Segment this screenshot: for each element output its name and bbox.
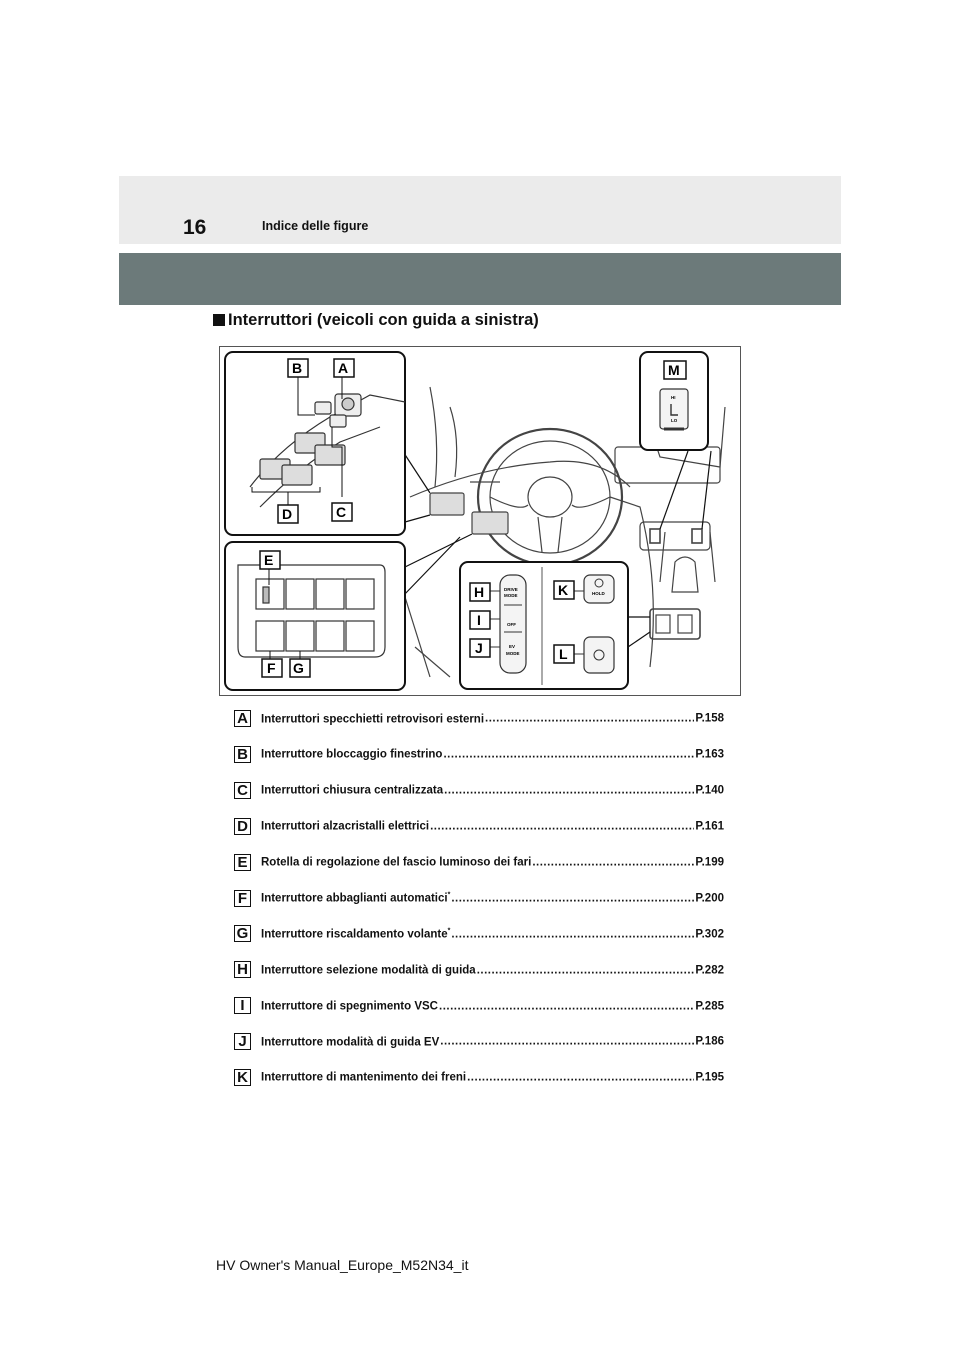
leader-dots bbox=[430, 821, 694, 833]
switches-figure bbox=[219, 346, 741, 696]
page-reference-link[interactable]: P.282 bbox=[695, 964, 724, 977]
svg-text:K: K bbox=[558, 582, 569, 598]
legend-text bbox=[261, 856, 724, 869]
legend-text bbox=[261, 892, 724, 905]
callout-l bbox=[554, 645, 574, 663]
legend-item-c bbox=[234, 777, 724, 804]
legend-text bbox=[261, 999, 724, 1012]
legend-label: Interruttore riscaldamento volante* bbox=[261, 927, 451, 941]
legend-label: Interruttori chiusura centralizzata bbox=[261, 784, 444, 797]
square-bullet-icon bbox=[213, 314, 225, 326]
callout-h bbox=[470, 583, 490, 601]
running-title: Indice delle figure bbox=[262, 219, 369, 233]
legend-item-f bbox=[234, 884, 724, 911]
page-reference-link[interactable]: P.158 bbox=[695, 712, 724, 725]
legend-letter: C bbox=[234, 782, 251, 799]
callout-g bbox=[290, 659, 310, 677]
legend-item-h bbox=[234, 956, 724, 983]
legend-letter: K bbox=[234, 1069, 251, 1086]
legend-list bbox=[234, 705, 724, 1091]
drive-mode-label-1: DRIVE bbox=[504, 587, 518, 592]
leader-dots bbox=[451, 892, 694, 904]
legend-label: Interruttore bloccaggio finestrino bbox=[261, 748, 443, 761]
legend-item-j bbox=[234, 1028, 724, 1055]
header-band bbox=[119, 176, 841, 244]
lo-label: LO bbox=[671, 418, 678, 423]
legend-label: Interruttore modalità di guida EV bbox=[261, 1035, 440, 1048]
legend-text bbox=[261, 1071, 724, 1084]
callout-j bbox=[470, 639, 490, 657]
legend-letter: B bbox=[234, 746, 251, 763]
svg-text:C: C bbox=[336, 504, 347, 520]
svg-text:B: B bbox=[292, 360, 303, 376]
svg-text:J: J bbox=[475, 640, 483, 656]
leader-dots bbox=[467, 1072, 694, 1084]
legend-letter: F bbox=[234, 890, 251, 907]
svg-text:I: I bbox=[477, 612, 481, 628]
legend-item-a bbox=[234, 705, 724, 732]
legend-label: Interruttore abbaglianti automatici* bbox=[261, 891, 451, 905]
legend-label: Interruttore di spegnimento VSC bbox=[261, 1000, 438, 1013]
leader-dots bbox=[440, 1036, 694, 1048]
legend-label: Interruttori alzacristalli elettrici bbox=[261, 820, 430, 833]
page-reference-link[interactable]: P.186 bbox=[695, 1035, 724, 1048]
section-title bbox=[213, 311, 539, 330]
svg-text:A: A bbox=[338, 360, 349, 376]
leader-dots bbox=[532, 857, 694, 869]
callout-c bbox=[332, 503, 352, 521]
legend-label: Rotella di regolazione del fascio luminoso dei fari bbox=[261, 856, 532, 869]
page-reference-link[interactable]: P.163 bbox=[695, 748, 724, 761]
legend-text bbox=[261, 1035, 724, 1048]
legend-item-d bbox=[234, 813, 724, 840]
legend-text bbox=[261, 784, 724, 797]
page-reference-link[interactable]: P.140 bbox=[695, 784, 724, 797]
footer-text: HV Owner's Manual_Europe_M52N34_it bbox=[216, 1257, 469, 1273]
leader-dots bbox=[485, 713, 694, 725]
legend-letter: H bbox=[234, 961, 251, 978]
leader-dots bbox=[477, 964, 695, 976]
legend-label: Interruttori specchietti retrovisori esterni bbox=[261, 712, 485, 725]
ev-label-1: EV bbox=[509, 644, 516, 649]
legend-text bbox=[261, 712, 724, 725]
legend-letter: I bbox=[234, 997, 251, 1014]
legend-item-i bbox=[234, 992, 724, 1019]
callout-k bbox=[554, 581, 574, 599]
callout-e bbox=[260, 551, 280, 569]
page-number: 16 bbox=[183, 216, 207, 239]
svg-text:M: M bbox=[668, 362, 680, 378]
leader-dots bbox=[439, 1000, 694, 1012]
page-reference-link[interactable]: P.302 bbox=[695, 928, 724, 941]
section-title-text: Interruttori (veicoli con guida a sinistra) bbox=[228, 311, 539, 329]
callout-i bbox=[470, 611, 490, 629]
page-reference-link[interactable]: P.195 bbox=[695, 1071, 724, 1084]
callout-d bbox=[278, 505, 298, 523]
drive-mode-label-2: MODE bbox=[504, 593, 518, 598]
legend-letter: G bbox=[234, 925, 251, 942]
page-reference-link[interactable]: P.199 bbox=[695, 856, 724, 869]
svg-text:E: E bbox=[264, 552, 274, 568]
legend-text bbox=[261, 963, 724, 976]
svg-text:H: H bbox=[474, 584, 485, 600]
callout-f bbox=[262, 659, 282, 677]
legend-item-e bbox=[234, 849, 724, 876]
svg-text:F: F bbox=[267, 660, 276, 676]
callout-b bbox=[288, 359, 308, 377]
callout-m bbox=[664, 361, 686, 379]
legend-text bbox=[261, 927, 724, 940]
leader-dots bbox=[444, 785, 694, 797]
page-reference-link[interactable]: P.200 bbox=[695, 892, 724, 905]
legend-item-k bbox=[234, 1064, 724, 1091]
section-band bbox=[119, 253, 841, 305]
legend-item-g bbox=[234, 920, 724, 947]
leader-dots bbox=[443, 749, 694, 761]
svg-text:L: L bbox=[559, 646, 568, 662]
svg-text:D: D bbox=[282, 506, 293, 522]
legend-letter: D bbox=[234, 818, 251, 835]
svg-text:G: G bbox=[293, 660, 304, 676]
hold-label: HOLD bbox=[592, 591, 605, 596]
legend-text bbox=[261, 748, 724, 761]
hi-label: HI bbox=[671, 395, 676, 400]
dashboard-illustration bbox=[220, 347, 740, 695]
vsc-off-label: OFF bbox=[507, 622, 516, 627]
ev-label-2: MODE bbox=[506, 651, 520, 656]
legend-item-b bbox=[234, 741, 724, 768]
legend-label: Interruttore di mantenimento dei freni bbox=[261, 1071, 467, 1084]
legend-letter: A bbox=[234, 710, 251, 727]
callout-a bbox=[334, 359, 354, 377]
legend-letter: J bbox=[234, 1033, 251, 1050]
page-reference-link[interactable]: P.161 bbox=[695, 820, 724, 833]
page-reference-link[interactable]: P.285 bbox=[695, 1000, 724, 1013]
leader-dots bbox=[451, 928, 694, 940]
legend-label: Interruttore selezione modalità di guida bbox=[261, 964, 476, 977]
legend-letter: E bbox=[234, 854, 251, 871]
legend-text bbox=[261, 820, 724, 833]
